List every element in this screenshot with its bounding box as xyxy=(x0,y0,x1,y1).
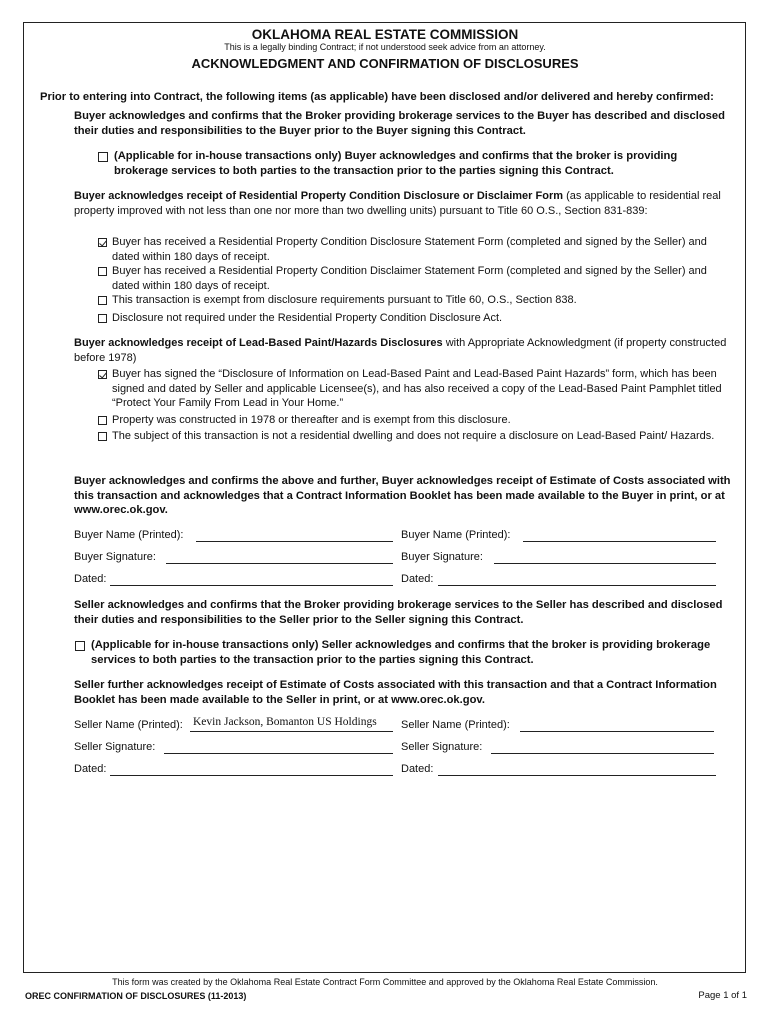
rpc-option-3-checkbox[interactable] xyxy=(98,296,107,305)
buyer-dated-label-1: Dated: xyxy=(74,573,107,585)
rpc-option-2-text: Buyer has received a Residential Property Condition Disclaimer Statement Form (completed and signed by the Seller) and dated within 180 days of receipt. xyxy=(112,265,707,292)
lead-option-1-text: Buyer has signed the “Disclosure of Information on Lead-Based Paint and Lead-Based Paint Hazards” form, which has been signed and dated by Seller and applicable Licensee(s), and has also received a copy of the Lead-Based Paint Pamphlet titled “Protect Your Family From Lead in Your Home.” xyxy=(112,368,722,409)
seller-signature-label-1: Seller Signature: xyxy=(74,741,156,753)
rpc-option-row xyxy=(112,264,734,293)
seller-inhouse-checkbox[interactable] xyxy=(75,641,85,651)
rpc-heading xyxy=(74,189,734,218)
rpc-option-row xyxy=(112,235,734,264)
buyer-signature-label-1: Buyer Signature: xyxy=(74,551,156,563)
rpc-option-row xyxy=(112,293,734,308)
buyer-name-label-2: Buyer Name (Printed): xyxy=(401,529,511,541)
buyer-inhouse-row xyxy=(114,149,724,178)
lead-option-3-checkbox[interactable] xyxy=(98,432,107,441)
lead-option-3-text: The subject of this transaction is not a residential dwelling and does not require a disclosure on Lead-Based Paint/ Hazards. xyxy=(112,430,715,442)
lead-option-2-checkbox[interactable] xyxy=(98,416,107,425)
footer-note: This form was created by the Oklahoma Real Estate Contract Form Committee and approved by the Oklahoma Real Estate Commission. xyxy=(112,977,658,987)
seller-inhouse-text: (Applicable for in-house transactions only) Seller acknowledges and confirms that the broker is providing brokerage services to both parties to the transaction prior to the parties signing this Contract. xyxy=(91,639,711,666)
seller-inhouse-row xyxy=(91,638,721,667)
seller-broker-ack: Seller acknowledges and confirms that the Broker providing brokerage services to the Seller has described and disclosed their duties and responsibilities to the Seller prior to the Seller signing this Contract. xyxy=(74,599,723,626)
buyer-estimate-ack: Buyer acknowledges and confirms the above and further, Buyer acknowledges receipt of Estimate of Costs associated with this transaction and acknowledges that a Contract Information Booklet has been made available to the Buyer in print, or at www.orec.ok.gov. xyxy=(74,475,731,516)
buyer-signature-label-2: Buyer Signature: xyxy=(401,551,483,563)
rpc-option-4-checkbox[interactable] xyxy=(98,314,107,323)
buyer-dated-field-2[interactable] xyxy=(438,585,716,586)
rpc-option-row xyxy=(112,311,734,326)
seller-name-value[interactable]: Kevin Jackson, Bomanton US Holdings xyxy=(193,716,377,728)
page-number: Page 1 of 1 xyxy=(698,990,747,1001)
seller-dated-field-2[interactable] xyxy=(438,775,716,776)
intro-text: Prior to entering into Contract, the following items (as applicable) have been disclosed and/or delivered and hereby confirmed: xyxy=(40,91,714,103)
buyer-name-field-2[interactable] xyxy=(523,541,716,542)
rpc-option-3-text: This transaction is exempt from disclosure requirements pursuant to Title 60, O.S., Section 838. xyxy=(112,294,577,306)
lead-option-1-checkbox[interactable] xyxy=(98,370,107,379)
form-heading: ACKNOWLEDGMENT AND CONFIRMATION OF DISCLOSURES xyxy=(191,56,579,71)
seller-signature-label-2: Seller Signature: xyxy=(401,741,483,753)
buyer-broker-ack: Buyer acknowledges and confirms that the Broker providing brokerage services to the Buyer has described and disclosed their duties and responsibilities to the Buyer prior to the Buyer signing this Contract. xyxy=(74,110,725,137)
buyer-dated-label-2: Dated: xyxy=(401,573,434,585)
seller-estimate-ack: Seller further acknowledges receipt of Estimate of Costs associated with this transaction and that a Contract Information Booklet has been made available to the Seller in print, or at www.orec.ok.gov. xyxy=(74,679,717,706)
lead-option-row xyxy=(112,413,734,428)
lead-option-row xyxy=(112,367,734,411)
form-title: OKLAHOMA REAL ESTATE COMMISSION xyxy=(251,27,519,42)
seller-name-field-1[interactable] xyxy=(190,731,393,732)
lead-heading-bold: Buyer acknowledges receipt of Lead-Based Paint/Hazards Disclosures xyxy=(74,337,443,349)
buyer-name-field-1[interactable] xyxy=(196,541,393,542)
rpc-heading-bold: Buyer acknowledges receipt of Residential Property Condition Disclosure or Disclaimer Form xyxy=(74,190,564,202)
lead-heading xyxy=(74,336,734,365)
seller-dated-label-1: Dated: xyxy=(74,763,107,775)
buyer-inhouse-checkbox[interactable] xyxy=(98,152,108,162)
rpc-option-4-text: Disclosure not required under the Residential Property Condition Disclosure Act. xyxy=(112,312,503,324)
seller-name-field-2[interactable] xyxy=(520,731,714,732)
buyer-dated-field-1[interactable] xyxy=(110,585,393,586)
seller-dated-field-1[interactable] xyxy=(110,775,393,776)
rpc-option-2-checkbox[interactable] xyxy=(98,267,107,276)
lead-option-2-text: Property was constructed in 1978 or thereafter and is exempt from this disclosure. xyxy=(112,414,511,426)
buyer-signature-field-2[interactable] xyxy=(494,563,716,564)
buyer-name-label-1: Buyer Name (Printed): xyxy=(74,529,184,541)
buyer-signature-field-1[interactable] xyxy=(166,563,393,564)
form-subtitle: This is a legally binding Contract; if not understood seek advice from an attorney. xyxy=(224,42,546,52)
rpc-option-1-text: Buyer has received a Residential Property Condition Disclosure Statement Form (completed and signed by the Seller) and dated within 180 days of receipt. xyxy=(112,236,707,263)
seller-name-label-1: Seller Name (Printed): xyxy=(74,719,183,731)
seller-signature-field-1[interactable] xyxy=(164,753,393,754)
lead-heading-rest: with Appropriate Acknowledgment (if property constructed before 1978) xyxy=(74,337,727,364)
seller-dated-label-2: Dated: xyxy=(401,763,434,775)
seller-name-label-2: Seller Name (Printed): xyxy=(401,719,510,731)
rpc-option-1-checkbox[interactable] xyxy=(98,238,107,247)
rpc-heading-rest: (as applicable to residential real property improved with not less than one nor more than two dwelling units) pursuant to Title 60 O.S., Section 831-839: xyxy=(74,190,721,217)
seller-signature-field-2[interactable] xyxy=(491,753,714,754)
buyer-inhouse-text: (Applicable for in-house transactions only) Buyer acknowledges and confirms that the broker is providing brokerage services to both parties to the transaction prior to the parties signing this Contract. xyxy=(114,150,678,177)
lead-option-row xyxy=(112,429,734,444)
form-id: OREC CONFIRMATION OF DISCLOSURES (11-2013) xyxy=(25,991,247,1001)
